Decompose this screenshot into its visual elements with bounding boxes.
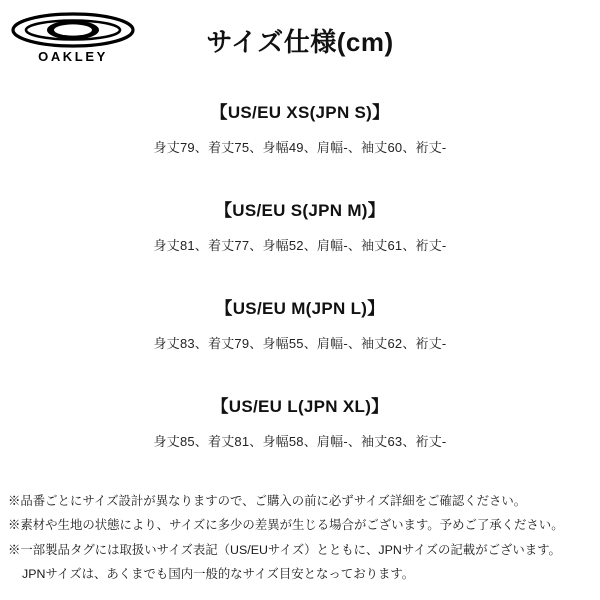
size-block-l — [0, 386, 600, 484]
size-heading: 【US/EU L(JPN XL)】 — [211, 397, 389, 416]
size-block-m — [0, 288, 600, 386]
note-line: ※一部製品タグには取扱いサイズ表記（US/EUサイズ）とともに、JPNサイズの記載がございます。 — [8, 542, 561, 557]
size-heading: 【US/EU M(JPN L)】 — [215, 299, 385, 318]
size-heading: 【US/EU S(JPN M)】 — [214, 201, 386, 220]
size-heading: 【US/EU XS(JPN S)】 — [210, 103, 390, 122]
svg-text:OAKLEY: OAKLEY — [38, 49, 108, 64]
size-list — [0, 92, 600, 484]
size-measurements: 身丈79、着丈75、身幅49、肩幅-、袖丈60、裄丈- — [153, 140, 447, 155]
size-measurements: 身丈85、着丈81、身幅58、肩幅-、袖丈63、裄丈- — [153, 434, 447, 449]
size-block-xs — [0, 92, 600, 190]
disclaimer-notes — [8, 489, 592, 586]
size-measurements: 身丈83、着丈79、身幅55、肩幅-、袖丈62、裄丈- — [153, 336, 447, 351]
page-header — [0, 0, 600, 78]
size-block-s — [0, 190, 600, 288]
page-title: サイズ仕様(cm) — [206, 27, 394, 57]
note-line: ※品番ごとにサイズ設計が異なりますので、ご購入の前に必ずサイズ詳細をご確認ください。 — [8, 494, 527, 509]
size-measurements: 身丈81、着丈77、身幅52、肩幅-、袖丈61、裄丈- — [153, 238, 447, 253]
note-line: ※素材や生地の状態により、サイズに多少の差異が生じる場合がございます。予めご了承ください。 — [8, 518, 564, 533]
note-line: JPNサイズは、あくまでも国内一般的なサイズ目安となっております。 — [22, 566, 415, 581]
